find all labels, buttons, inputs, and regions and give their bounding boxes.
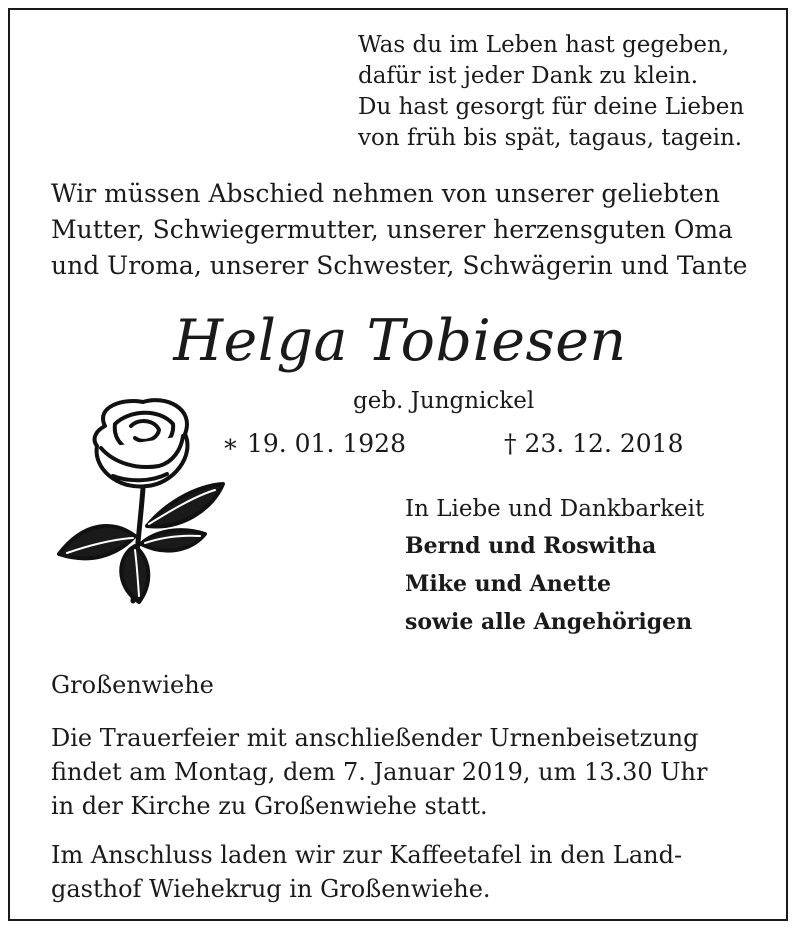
reception-line: Im Anschluss laden wir zur Kaffeetafel in den Land- — [51, 841, 683, 869]
intro-line: Mutter, Schwiegermutter, unserer herzensguten Oma — [51, 215, 733, 244]
ceremony-line: findet am Montag, dem 7. Januar 2019, um 13.30 Uhr — [51, 758, 708, 786]
death-date: † 23. 12. 2018 — [504, 429, 684, 458]
deceased-name: Helga Tobiesen — [173, 308, 627, 374]
mourner-name: Bernd und Roswitha — [405, 533, 657, 559]
poem-line: Was du im Leben hast gegeben, — [358, 32, 730, 58]
poem-line: Du hast gesorgt für deine Lieben — [358, 94, 745, 120]
ceremony-line: Die Trauerfeier mit anschließender Urnenbeisetzung — [51, 724, 699, 752]
place-name: Großenwiehe — [51, 671, 214, 699]
birth-date: ∗ 19. 01. 1928 — [222, 429, 406, 458]
intro-line: und Uroma, unserer Schwester, Schwägerin und Tante — [51, 251, 748, 280]
poem-line: von früh bis spät, tagaus, tagein. — [358, 125, 743, 151]
poem — [358, 30, 744, 154]
closing-phrase: In Liebe und Dankbarkeit — [405, 496, 705, 522]
birth-name: geb. Jungnickel — [353, 388, 535, 414]
ceremony-text — [51, 721, 707, 823]
intro-line: Wir müssen Abschied nehmen von unserer geliebten — [51, 179, 720, 208]
reception-text — [51, 838, 682, 906]
mourner-name: Mike und Anette — [405, 571, 612, 597]
poem-line: dafür ist jeder Dank zu klein. — [358, 63, 699, 89]
mourner-name: sowie alle Angehörigen — [405, 609, 693, 635]
intro-text — [51, 176, 747, 284]
rose-icon — [55, 396, 230, 608]
reception-line: gasthof Wiehekrug in Großenwiehe. — [51, 875, 491, 903]
mourners-block — [405, 491, 704, 641]
ceremony-line: in der Kirche zu Großenwiehe statt. — [51, 792, 488, 820]
